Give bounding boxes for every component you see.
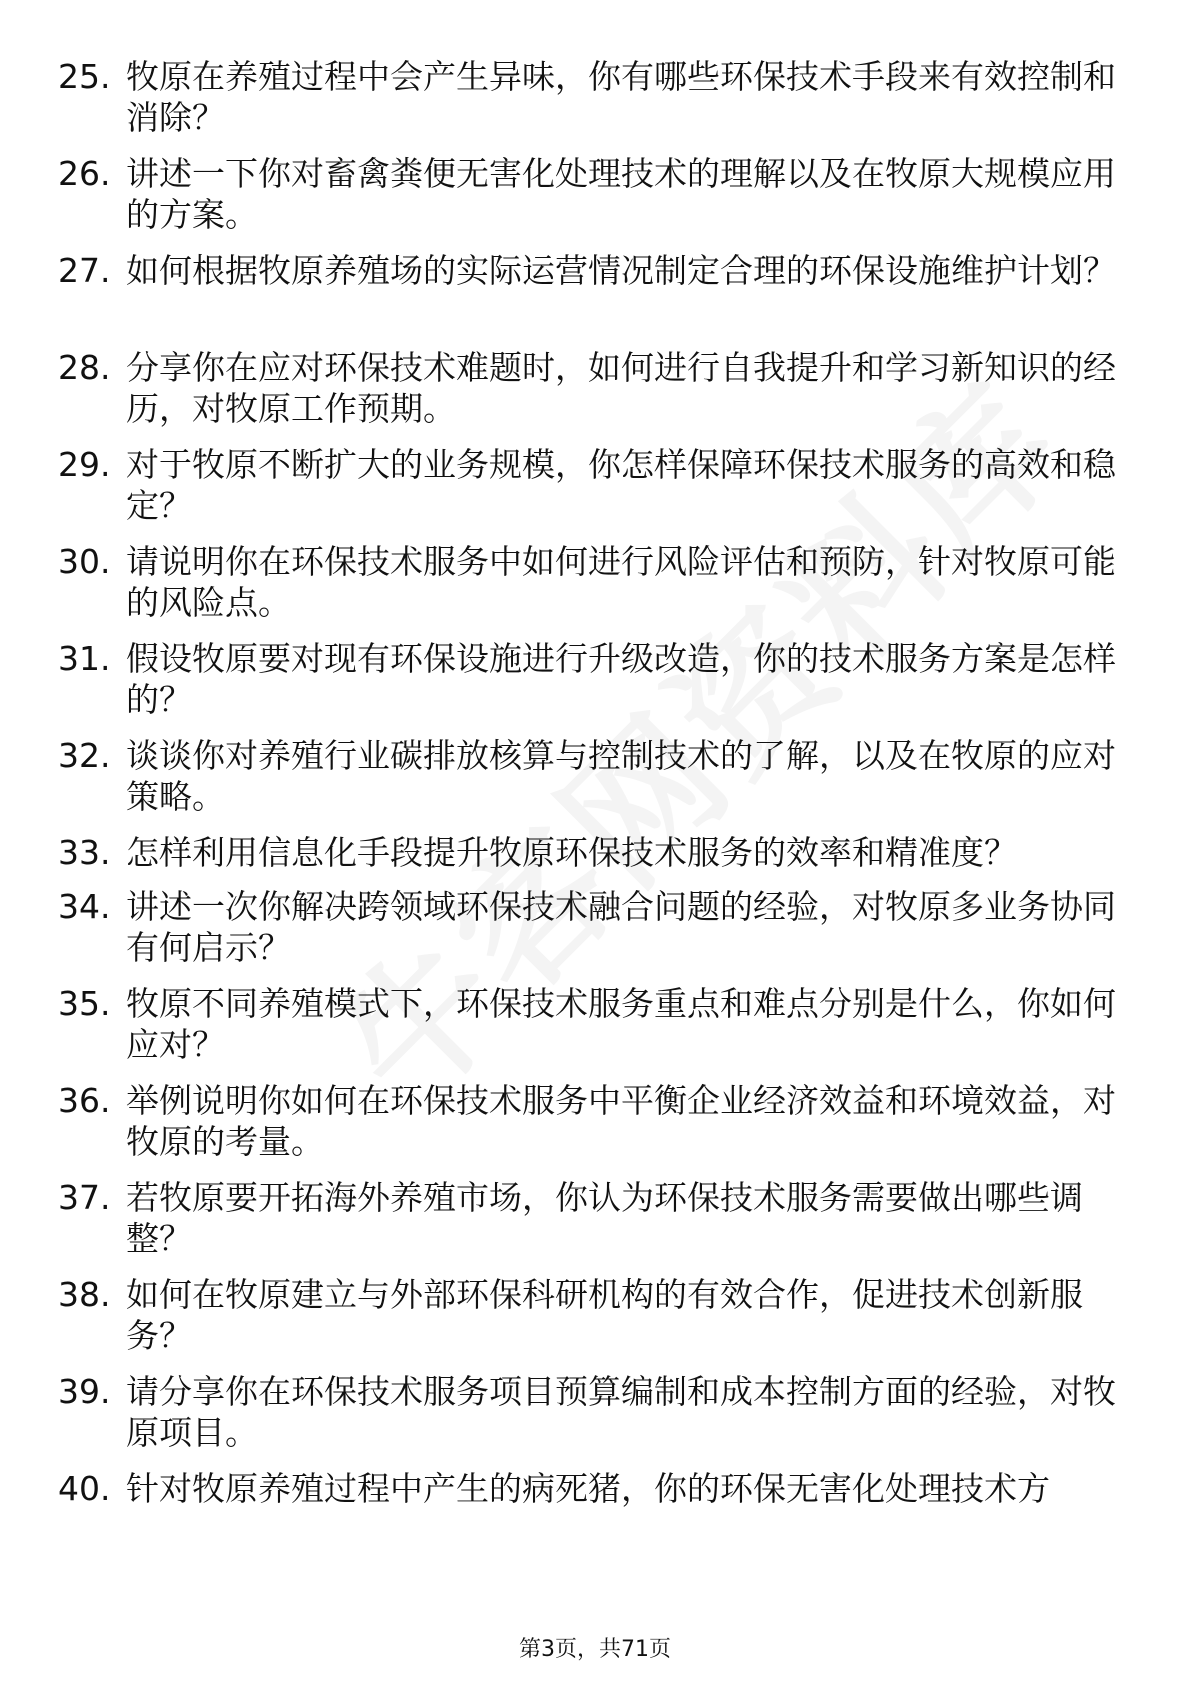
question-number: 31. (58, 639, 111, 678)
question-text: 谈谈你对养殖行业碳排放核算与控制技术的了解，以及在牧原的应对策略。 (126, 736, 1116, 816)
page-footer (0, 1636, 1190, 1664)
question-number: 28. (58, 348, 111, 387)
question-number: 32. (58, 736, 111, 775)
question-number: 26. (58, 154, 111, 193)
question-text: 讲述一次你解决跨领域环保技术融合问题的经验，对牧原多业务协同有何启示？ (126, 887, 1116, 967)
question-number: 38. (58, 1275, 111, 1314)
question-number: 36. (58, 1081, 111, 1120)
question-number: 33. (58, 833, 111, 872)
question-text: 牧原不同养殖模式下，环保技术服务重点和难点分别是什么，你如何应对？ (126, 984, 1116, 1064)
question-text: 如何在牧原建立与外部环保科研机构的有效合作，促进技术创新服务？ (126, 1275, 1083, 1355)
question-number: 30. (58, 542, 111, 581)
question-number: 37. (58, 1178, 111, 1217)
question-text: 讲述一下你对畜禽粪便无害化处理技术的理解以及在牧原大规模应用的方案。 (126, 154, 1116, 234)
question-text: 对于牧原不断扩大的业务规模，你怎样保障环保技术服务的高效和稳定？ (126, 445, 1116, 525)
question-text: 牧原在养殖过程中会产生异味，你有哪些环保技术手段来有效控制和消除？ (126, 57, 1116, 137)
question-number: 29. (58, 445, 111, 484)
question-text: 针对牧原养殖过程中产生的病死猪，你的环保无害化处理技术方 (126, 1469, 1050, 1508)
page-number-label: 第3页，共71页 (519, 1637, 671, 1662)
question-number: 27. (58, 251, 111, 290)
question-text: 分享你在应对环保技术难题时，如何进行自我提升和学习新知识的经历，对牧原工作预期。 (126, 348, 1116, 428)
question-number: 25. (58, 57, 111, 96)
question-text: 请分享你在环保技术服务项目预算编制和成本控制方面的经验，对牧原项目。 (126, 1372, 1116, 1452)
question-text: 如何根据牧原养殖场的实际运营情况制定合理的环保设施维护计划？ (126, 251, 1116, 290)
question-number: 39. (58, 1372, 111, 1411)
question-number: 35. (58, 984, 111, 1023)
question-text: 举例说明你如何在环保技术服务中平衡企业经济效益和环境效益，对牧原的考量。 (126, 1081, 1116, 1161)
question-text: 若牧原要开拓海外养殖市场，你认为环保技术服务需要做出哪些调整？ (126, 1178, 1083, 1258)
question-text: 假设牧原要对现有环保设施进行升级改造，你的技术服务方案是怎样的？ (126, 639, 1116, 719)
question-number: 40. (58, 1469, 111, 1508)
question-text: 怎样利用信息化手段提升牧原环保技术服务的效率和精准度？ (126, 833, 1017, 872)
question-text: 请说明你在环保技术服务中如何进行风险评估和预防，针对牧原可能的风险点。 (126, 542, 1116, 622)
question-number: 34. (58, 887, 111, 926)
